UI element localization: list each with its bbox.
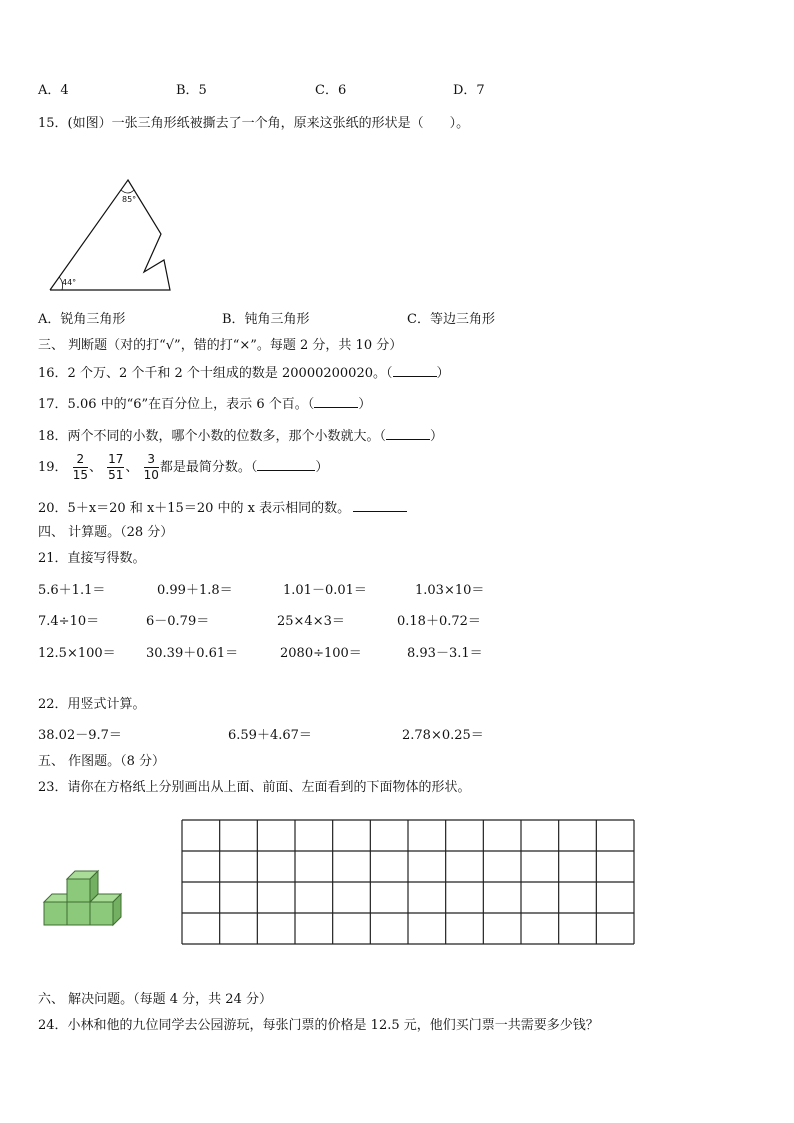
question-16: 16．2 个万、2 个千和 2 个十组成的数是 20000200020。（ ） bbox=[38, 366, 450, 381]
question-20: 20．5＋x＝20 和 x＋15＝20 中的 x 表示相同的数。 bbox=[38, 499, 407, 517]
fraction-2: $\frac{17}{51}$ bbox=[108, 452, 124, 482]
fraction-1: $\frac{2}{15}$ bbox=[72, 452, 88, 482]
calc-item: 2080÷100＝ bbox=[280, 646, 362, 661]
calc-item: 12.5×100＝ bbox=[38, 646, 116, 661]
option-d: D．7 bbox=[453, 83, 485, 98]
option-b: B．5 bbox=[176, 83, 207, 98]
calc-item: 25×4×3＝ bbox=[277, 614, 345, 629]
question-23-title: 23．请你在方格纸上分别画出从上面、前面、左面看到的下面物体的形状。 bbox=[38, 780, 471, 795]
q15-option-b: B．钝角三角形 bbox=[222, 312, 310, 327]
vertical-calc-item: 2.78×0.25＝ bbox=[402, 728, 484, 743]
q15-option-a: A．锐角三角形 bbox=[38, 312, 126, 327]
cube-face bbox=[44, 902, 67, 925]
question-21-title: 21．直接写得数。 bbox=[38, 551, 146, 566]
vertical-calc-item: 6.59＋4.67＝ bbox=[228, 728, 312, 743]
question-15-stem: 15．(如图）一张三角形纸被撕去了一个角，原来这张纸的形状是（ ）。 bbox=[38, 116, 470, 131]
cube-face bbox=[67, 902, 90, 925]
cube-stack-figure bbox=[40, 868, 130, 930]
torn-triangle-figure bbox=[40, 170, 180, 295]
calc-item: 0.18＋0.72＝ bbox=[397, 614, 481, 629]
question-19: 19． $\frac{2}{15}$ 、 $\frac{17}{51}$ 、 $\frac{3}{10}$ 都是最简分数。（ ） bbox=[38, 452, 329, 482]
vertical-calc-item: 38.02－9.7＝ bbox=[38, 728, 122, 743]
calc-item: 30.39＋0.61＝ bbox=[146, 646, 239, 661]
angle-arc-top bbox=[121, 190, 134, 193]
calc-item: 0.99＋1.8＝ bbox=[157, 583, 233, 598]
answer-blank[interactable] bbox=[314, 395, 358, 408]
triangle-outline bbox=[50, 180, 170, 290]
angle-label-top: 85° bbox=[122, 195, 137, 204]
section-5-heading: 五、 作图题。（8 分） bbox=[38, 754, 166, 769]
cube-face bbox=[67, 879, 90, 902]
section-3-heading: 三、 判断题（对的打“√”，错的打“×”。每题 2 分，共 10 分） bbox=[38, 338, 403, 353]
answer-blank[interactable] bbox=[257, 458, 315, 471]
answer-blank[interactable] bbox=[353, 499, 407, 512]
calc-item: 6－0.79＝ bbox=[146, 614, 210, 629]
option-a: A．4 bbox=[38, 83, 69, 98]
answer-blank[interactable] bbox=[386, 427, 430, 440]
question-22-title: 22．用竖式计算。 bbox=[38, 697, 146, 712]
calc-item: 5.6＋1.1＝ bbox=[38, 583, 106, 598]
question-18: 18．两个不同的小数，哪个小数的位数多，那个小数就大。（ ） bbox=[38, 429, 444, 444]
q15-option-c: C．等边三角形 bbox=[407, 312, 495, 327]
square-grid-paper[interactable] bbox=[180, 818, 636, 946]
calc-item: 7.4÷10＝ bbox=[38, 614, 100, 629]
question-17: 17．5.06 中的“6”在百分位上，表示 6 个百。（ ） bbox=[38, 397, 372, 412]
calc-item: 1.03×10＝ bbox=[415, 583, 485, 598]
answer-blank[interactable] bbox=[393, 364, 437, 377]
calc-item: 8.93－3.1＝ bbox=[407, 646, 483, 661]
cube-face bbox=[90, 902, 113, 925]
section-4-heading: 四、 计算题。（28 分） bbox=[38, 525, 174, 540]
fraction-3: $\frac{3}{10}$ bbox=[143, 452, 159, 482]
option-c: C．6 bbox=[315, 83, 347, 98]
section-6-heading: 六、 解决问题。（每题 4 分，共 24 分） bbox=[38, 992, 272, 1007]
question-24: 24．小林和他的九位同学去公园游玩，每张门票的价格是 12.5 元，他们买门票一共需要多少钱？ bbox=[38, 1018, 599, 1033]
angle-label-left: 44° bbox=[62, 278, 77, 287]
calc-item: 1.01－0.01＝ bbox=[283, 583, 367, 598]
